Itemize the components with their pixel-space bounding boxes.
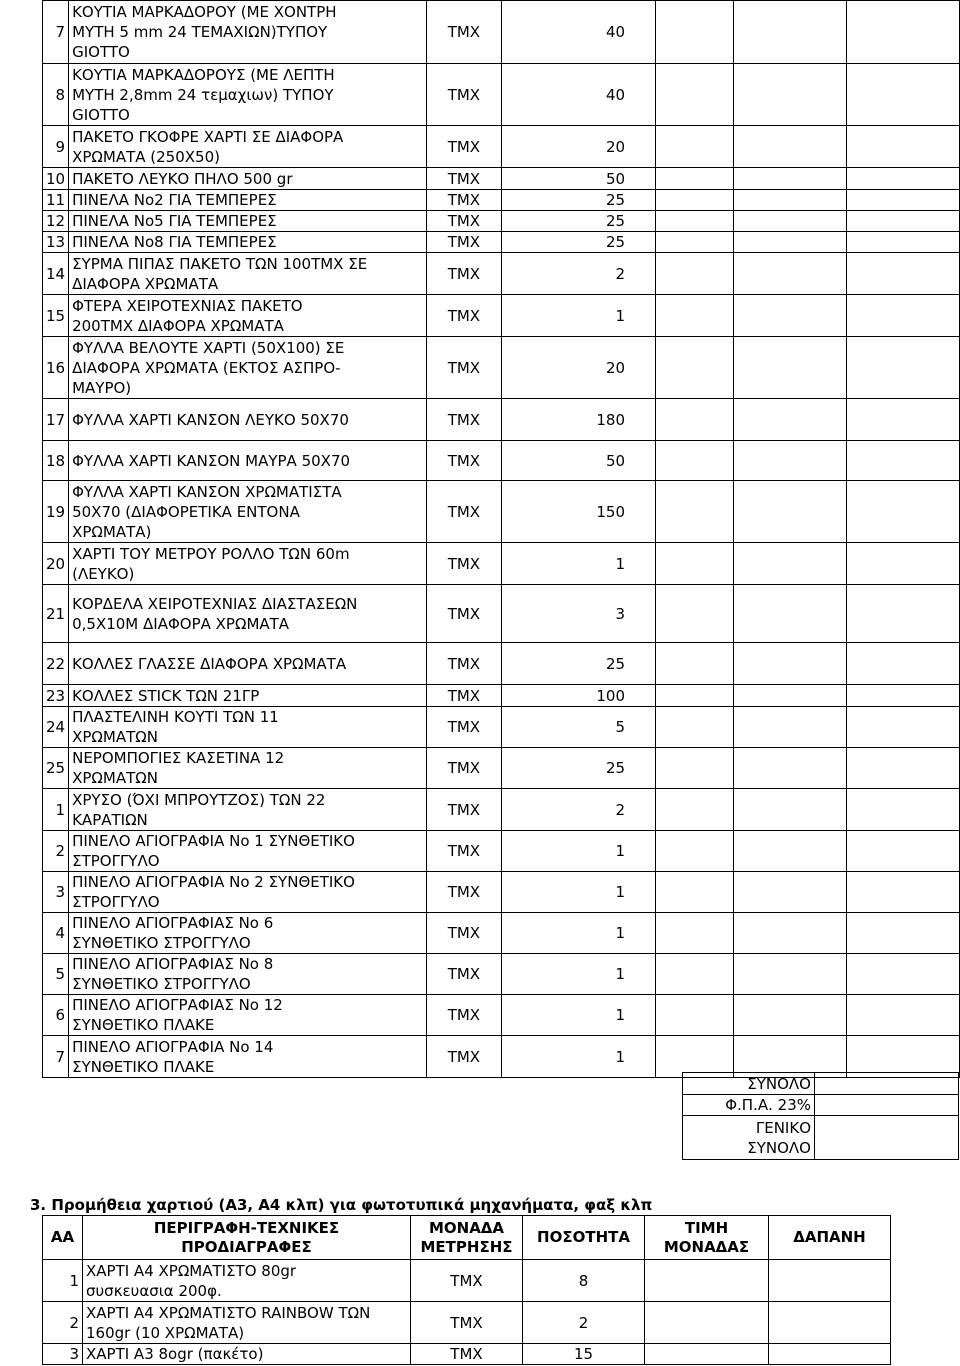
item-blank (847, 253, 960, 295)
item-unit: ΤΜΧ (426, 232, 502, 253)
item-unit: ΤΜΧ (426, 913, 502, 954)
item-cost (734, 543, 847, 585)
item-unit-price (656, 441, 734, 481)
item-cost (734, 232, 847, 253)
table-row (43, 441, 960, 481)
item-unit: ΤΜΧ (426, 481, 502, 543)
item-quantity: 2 (502, 789, 656, 831)
item-quantity: 40 (502, 1, 656, 64)
item-unit: ΤΜΧ (426, 64, 502, 126)
item-blank (847, 232, 960, 253)
table-row (43, 831, 960, 872)
item-description: ΚΟΛΛΕΣ ΓΛΑΣΣΕ ΔΙΑΦΟΡΑ ΧΡΩΜΑΤΑ (69, 643, 427, 685)
item-number: 8 (43, 64, 69, 126)
table-row (43, 1302, 891, 1344)
item-description: ΚΟΡΔΕΛΑ ΧΕΙΡΟΤΕΧΝΙΑΣ ΔΙΑΣΤΑΣΕΩΝ 0,5Χ10Μ ΔΙΑΦΟΡΑ ΧΡΩΜΑΤΑ (69, 585, 427, 643)
item-quantity: 50 (502, 168, 656, 190)
item-number: 7 (43, 1036, 69, 1078)
header-cost: ΔΑΠΑΝΗ (769, 1216, 891, 1260)
item-unit: ΤΜΧ (426, 831, 502, 872)
item-blank (847, 295, 960, 337)
paper-item-quantity: 8 (523, 1260, 645, 1302)
item-quantity: 1 (502, 995, 656, 1036)
item-cost (734, 190, 847, 211)
table-row (43, 685, 960, 707)
item-number: 23 (43, 685, 69, 707)
paper-item-number: 2 (43, 1302, 83, 1344)
paper-item-cost (769, 1260, 891, 1302)
paper-item-number: 1 (43, 1260, 83, 1302)
item-number: 16 (43, 337, 69, 399)
item-blank (847, 168, 960, 190)
item-blank (847, 954, 960, 995)
item-unit-price (656, 748, 734, 789)
item-quantity: 3 (502, 585, 656, 643)
item-blank (847, 1, 960, 64)
header-unit: ΜΟΝΑΔΑ ΜΕΤΡΗΣΗΣ (411, 1216, 523, 1260)
item-description: ΧΡΥΣΟ (ΌΧΙ ΜΠΡΟΥΤΖΟΣ) ΤΩΝ 22 ΚΑΡΑΤΙΩΝ (69, 789, 427, 831)
table-row (43, 253, 960, 295)
paper-item-unit: ΤΜΧ (411, 1260, 523, 1302)
item-unit: ΤΜΧ (426, 295, 502, 337)
item-unit-price (656, 707, 734, 748)
item-number: 5 (43, 954, 69, 995)
section-3-title: 3. Προμήθεια χαρτιού (Α3, Α4 κλπ) για φωτοτυπικά μηχανήματα, φαξ κλπ (30, 1196, 653, 1214)
item-number: 15 (43, 295, 69, 337)
item-cost (734, 643, 847, 685)
item-description: ΠΙΝΕΛΟ ΑΓΙΟΓΡΑΦΙΑ Νο 2 ΣΥΝΘΕΤΙΚΟ ΣΤΡΟΓΓΥΛΟ (69, 872, 427, 913)
table-row (43, 64, 960, 126)
item-description: ΠΙΝΕΛΑ Νο5 ΓΙΑ ΤΕΜΠΕΡΕΣ (69, 211, 427, 232)
item-unit-price (656, 399, 734, 441)
item-quantity: 100 (502, 685, 656, 707)
item-number: 21 (43, 585, 69, 643)
item-cost (734, 126, 847, 168)
item-unit-price (656, 253, 734, 295)
item-blank (847, 831, 960, 872)
table-row (43, 211, 960, 232)
table-row (43, 399, 960, 441)
table-row (43, 954, 960, 995)
paper-item-unit-price (645, 1260, 769, 1302)
table-row (43, 585, 960, 643)
item-cost (734, 64, 847, 126)
item-unit-price (656, 168, 734, 190)
item-cost (734, 585, 847, 643)
paper-item-cost (769, 1302, 891, 1344)
item-number: 19 (43, 481, 69, 543)
table-row (43, 126, 960, 168)
item-unit: ΤΜΧ (426, 543, 502, 585)
item-unit-price (656, 685, 734, 707)
item-blank (847, 748, 960, 789)
item-cost (734, 337, 847, 399)
paper-supplies-body (43, 1260, 891, 1365)
item-unit-price (656, 872, 734, 913)
item-quantity: 25 (502, 211, 656, 232)
item-unit-price (656, 337, 734, 399)
item-quantity: 5 (502, 707, 656, 748)
item-unit: ΤΜΧ (426, 337, 502, 399)
item-blank (847, 211, 960, 232)
item-blank (847, 190, 960, 211)
item-blank (847, 543, 960, 585)
items-table (42, 0, 960, 1078)
item-cost (734, 831, 847, 872)
paper-item-quantity: 2 (523, 1302, 645, 1344)
item-number: 20 (43, 543, 69, 585)
item-quantity: 25 (502, 232, 656, 253)
item-quantity: 180 (502, 399, 656, 441)
item-description: ΚΟΥΤΙΑ ΜΑΡΚΑΔΟΡΟΥ (ΜΕ ΧΟΝΤΡΗ ΜΥΤΗ 5 mm 24 ΤΕΜΑΧΙΩΝ)ΤΥΠΟΥ GIOTTO (69, 1, 427, 64)
item-description: ΠΙΝΕΛΟ ΑΓΙΟΓΡΑΦΙΑ Νο 14 ΣΥΝΘΕΤΙΚΟ ΠΛΑΚΕ (69, 1036, 427, 1078)
item-quantity: 1 (502, 1036, 656, 1078)
item-description: ΦΥΛΛΑ ΒΕΛΟΥΤΕ ΧΑΡΤΙ (50Χ100) ΣΕ ΔΙΑΦΟΡΑ ΧΡΩΜΑΤΑ (ΕΚΤΟΣ ΑΣΠΡΟ- ΜΑΥΡΟ) (69, 337, 427, 399)
paper-item-cost (769, 1344, 891, 1365)
item-unit: ΤΜΧ (426, 126, 502, 168)
item-description: ΠΙΝΕΛΟ ΑΓΙΟΓΡΑΦΙΑΣ Νο 12 ΣΥΝΘΕΤΙΚΟ ΠΛΑΚΕ (69, 995, 427, 1036)
item-unit-price (656, 232, 734, 253)
item-unit-price (656, 543, 734, 585)
item-blank (847, 441, 960, 481)
table-row (43, 337, 960, 399)
item-blank (847, 789, 960, 831)
item-cost (734, 748, 847, 789)
item-description: ΠΑΚΕΤΟ ΓΚΟΦΡΕ ΧΑΡΤΙ ΣΕ ΔΙΑΦΟΡΑ ΧΡΩΜΑΤΑ (250Χ50) (69, 126, 427, 168)
item-quantity: 1 (502, 872, 656, 913)
item-quantity: 50 (502, 441, 656, 481)
item-description: ΦΤΕΡΑ ΧΕΙΡΟΤΕΧΝΙΑΣ ΠΑΚΕΤΟ 200ΤΜΧ ΔΙΑΦΟΡΑ ΧΡΩΜΑΤΑ (69, 295, 427, 337)
table-row (43, 543, 960, 585)
item-unit: ΤΜΧ (426, 643, 502, 685)
item-quantity: 2 (502, 253, 656, 295)
table-row (43, 481, 960, 543)
item-number: 24 (43, 707, 69, 748)
items-table-body (43, 1, 960, 1078)
header-aa: ΑΑ (43, 1216, 83, 1260)
totals-table (682, 1072, 959, 1160)
item-unit-price (656, 995, 734, 1036)
item-blank (847, 585, 960, 643)
item-quantity: 1 (502, 543, 656, 585)
item-number: 6 (43, 995, 69, 1036)
item-unit-price (656, 1, 734, 64)
item-number: 1 (43, 789, 69, 831)
item-quantity: 1 (502, 913, 656, 954)
item-quantity: 1 (502, 831, 656, 872)
item-unit: ΤΜΧ (426, 748, 502, 789)
item-cost (734, 707, 847, 748)
header-description: ΠΕΡΙΓΡΑΦΗ-ΤΕΧΝΙΚΕΣ ΠΡΟΔΙΑΓΡΑΦΕΣ (83, 1216, 411, 1260)
item-unit: ΤΜΧ (426, 872, 502, 913)
item-blank (847, 643, 960, 685)
item-unit: ΤΜΧ (426, 190, 502, 211)
item-quantity: 1 (502, 295, 656, 337)
item-cost (734, 1, 847, 64)
header-unit-price: ΤΙΜΗ ΜΟΝΑΔΑΣ (645, 1216, 769, 1260)
item-unit-price (656, 954, 734, 995)
item-description: ΚΟΥΤΙΑ ΜΑΡΚΑΔΟΡΟΥΣ (ΜΕ ΛΕΠΤΗ ΜΥΤΗ 2,8mm 24 τεμαχιων) ΤΥΠΟΥ GIOTTO (69, 64, 427, 126)
item-quantity: 25 (502, 748, 656, 789)
item-unit: ΤΜΧ (426, 685, 502, 707)
item-number: 12 (43, 211, 69, 232)
item-description: ΠΙΝΕΛΟ ΑΓΙΟΓΡΑΦΙΑ Νο 1 ΣΥΝΘΕΤΙΚΟ ΣΤΡΟΓΓΥΛΟ (69, 831, 427, 872)
item-unit-price (656, 789, 734, 831)
item-number: 17 (43, 399, 69, 441)
item-description: ΦΥΛΛΑ ΧΑΡΤΙ ΚΑΝΣΟΝ ΛΕΥΚΟ 50Χ70 (69, 399, 427, 441)
item-cost (734, 399, 847, 441)
item-description: ΚΟΛΛΕΣ STICK ΤΩΝ 21ΓΡ (69, 685, 427, 707)
item-cost (734, 211, 847, 232)
item-unit: ΤΜΧ (426, 1036, 502, 1078)
item-quantity: 25 (502, 643, 656, 685)
item-description: ΣΥΡΜΑ ΠΙΠΑΣ ΠΑΚΕΤΟ ΤΩΝ 100ΤΜΧ ΣΕ ΔΙΑΦΟΡΑ ΧΡΩΜΑΤΑ (69, 253, 427, 295)
item-unit-price (656, 126, 734, 168)
item-unit: ΤΜΧ (426, 168, 502, 190)
table-row (43, 295, 960, 337)
paper-item-number: 3 (43, 1344, 83, 1365)
paper-item-unit: ΤΜΧ (411, 1344, 523, 1365)
grand-total-value (815, 1116, 959, 1160)
paper-item-description: ΧΑΡΤΙ Α3 8οgr (πακέτο) (83, 1344, 411, 1365)
table-row (43, 1, 960, 64)
item-unit-price (656, 295, 734, 337)
item-unit-price (656, 831, 734, 872)
item-description: ΠΑΚΕΤΟ ΛΕΥΚΟ ΠΗΛΟ 500 gr (69, 168, 427, 190)
paper-item-unit-price (645, 1302, 769, 1344)
item-unit-price (656, 211, 734, 232)
item-blank (847, 337, 960, 399)
paper-item-quantity: 15 (523, 1344, 645, 1365)
item-quantity: 20 (502, 126, 656, 168)
item-cost (734, 913, 847, 954)
item-unit: ΤΜΧ (426, 954, 502, 995)
item-number: 14 (43, 253, 69, 295)
item-description: ΦΥΛΛΑ ΧΑΡΤΙ ΚΑΝΣΟΝ ΧΡΩΜΑΤΙΣΤΑ 50Χ70 (ΔΙΑΦΟΡΕΤΙΚΑ ΕΝΤΟΝΑ ΧΡΩΜΑΤΑ) (69, 481, 427, 543)
table-row (43, 168, 960, 190)
item-description: ΠΙΝΕΛΟ ΑΓΙΟΓΡΑΦΙΑΣ Νο 6 ΣΥΝΘΕΤΙΚΟ ΣΤΡΟΓΓΥΛΟ (69, 913, 427, 954)
item-number: 3 (43, 872, 69, 913)
item-unit: ΤΜΧ (426, 253, 502, 295)
item-number: 10 (43, 168, 69, 190)
item-blank (847, 126, 960, 168)
item-cost (734, 441, 847, 481)
item-unit-price (656, 585, 734, 643)
item-unit: ΤΜΧ (426, 789, 502, 831)
sum-value (815, 1073, 959, 1095)
item-cost (734, 481, 847, 543)
item-unit: ΤΜΧ (426, 441, 502, 481)
item-blank (847, 872, 960, 913)
item-cost (734, 872, 847, 913)
sum-label: ΣΥΝΟΛΟ (683, 1073, 815, 1095)
item-number: 25 (43, 748, 69, 789)
grand-total-label: ΓΕΝΙΚΟ ΣΥΝΟΛΟ (683, 1116, 815, 1160)
item-blank (847, 399, 960, 441)
item-description: ΠΙΝΕΛΑ Νο8 ΓΙΑ ΤΕΜΠΕΡΕΣ (69, 232, 427, 253)
table-row (43, 1344, 891, 1365)
item-number: 9 (43, 126, 69, 168)
paper-item-description: ΧΑΡΤΙ Α4 ΧΡΩΜΑΤΙΣΤΟ RAINBOW ΤΩΝ 160gr (10 ΧΡΩΜΑΤΑ) (83, 1302, 411, 1344)
item-number: 11 (43, 190, 69, 211)
item-quantity: 150 (502, 481, 656, 543)
table-row (43, 913, 960, 954)
table-row (43, 1260, 891, 1302)
table-row (43, 748, 960, 789)
item-unit: ΤΜΧ (426, 707, 502, 748)
item-cost (734, 168, 847, 190)
table-row (43, 232, 960, 253)
table-row (43, 995, 960, 1036)
item-blank (847, 913, 960, 954)
item-blank (847, 707, 960, 748)
vat-value (815, 1095, 959, 1116)
item-unit-price (656, 913, 734, 954)
item-cost (734, 295, 847, 337)
item-description: ΧΑΡΤΙ ΤΟΥ ΜΕΤΡΟΥ ΡΟΛΛΟ ΤΩΝ 60m (ΛΕΥΚΟ) (69, 543, 427, 585)
table-row (43, 789, 960, 831)
item-description: ΝΕΡΟΜΠΟΓΙΕΣ ΚΑΣΕΤΙΝΑ 12 ΧΡΩΜΑΤΩΝ (69, 748, 427, 789)
item-cost (734, 685, 847, 707)
item-description: ΠΙΝΕΛΑ Νο2 ΓΙΑ ΤΕΜΠΕΡΕΣ (69, 190, 427, 211)
item-unit-price (656, 190, 734, 211)
item-number: 22 (43, 643, 69, 685)
item-unit: ΤΜΧ (426, 399, 502, 441)
table-row (43, 190, 960, 211)
item-blank (847, 64, 960, 126)
item-quantity: 20 (502, 337, 656, 399)
item-number: 7 (43, 1, 69, 64)
item-unit: ΤΜΧ (426, 995, 502, 1036)
item-cost (734, 253, 847, 295)
item-blank (847, 995, 960, 1036)
item-unit-price (656, 481, 734, 543)
item-description: ΠΙΝΕΛΟ ΑΓΙΟΓΡΑΦΙΑΣ Νο 8 ΣΥΝΘΕΤΙΚΟ ΣΤΡΟΓΓΥΛΟ (69, 954, 427, 995)
item-blank (847, 685, 960, 707)
item-quantity: 25 (502, 190, 656, 211)
item-unit-price (656, 643, 734, 685)
item-description: ΠΛΑΣΤΕΛΙΝΗ ΚΟΥΤΙ ΤΩΝ 11 ΧΡΩΜΑΤΩΝ (69, 707, 427, 748)
item-cost (734, 995, 847, 1036)
item-unit: ΤΜΧ (426, 211, 502, 232)
item-cost (734, 789, 847, 831)
item-quantity: 1 (502, 954, 656, 995)
header-quantity: ΠΟΣΟΤΗΤΑ (523, 1216, 645, 1260)
item-description: ΦΥΛΛΑ ΧΑΡΤΙ ΚΑΝΣΟΝ ΜΑΥΡΑ 50Χ70 (69, 441, 427, 481)
paper-item-unit-price (645, 1344, 769, 1365)
paper-supplies-table (42, 1215, 891, 1365)
item-unit-price (656, 64, 734, 126)
item-number: 13 (43, 232, 69, 253)
item-quantity: 40 (502, 64, 656, 126)
paper-item-unit: ΤΜΧ (411, 1302, 523, 1344)
paper-item-description: ΧΑΡΤΙ Α4 ΧΡΩΜΑΤΙΣΤΟ 80gr συσκευασια 200φ. (83, 1260, 411, 1302)
vat-label: Φ.Π.Α. 23% (683, 1095, 815, 1116)
item-number: 18 (43, 441, 69, 481)
table-row (43, 643, 960, 685)
item-number: 4 (43, 913, 69, 954)
item-number: 2 (43, 831, 69, 872)
table-row (43, 872, 960, 913)
item-unit: ΤΜΧ (426, 585, 502, 643)
item-unit: ΤΜΧ (426, 1, 502, 64)
item-blank (847, 481, 960, 543)
table-row (43, 707, 960, 748)
item-cost (734, 954, 847, 995)
